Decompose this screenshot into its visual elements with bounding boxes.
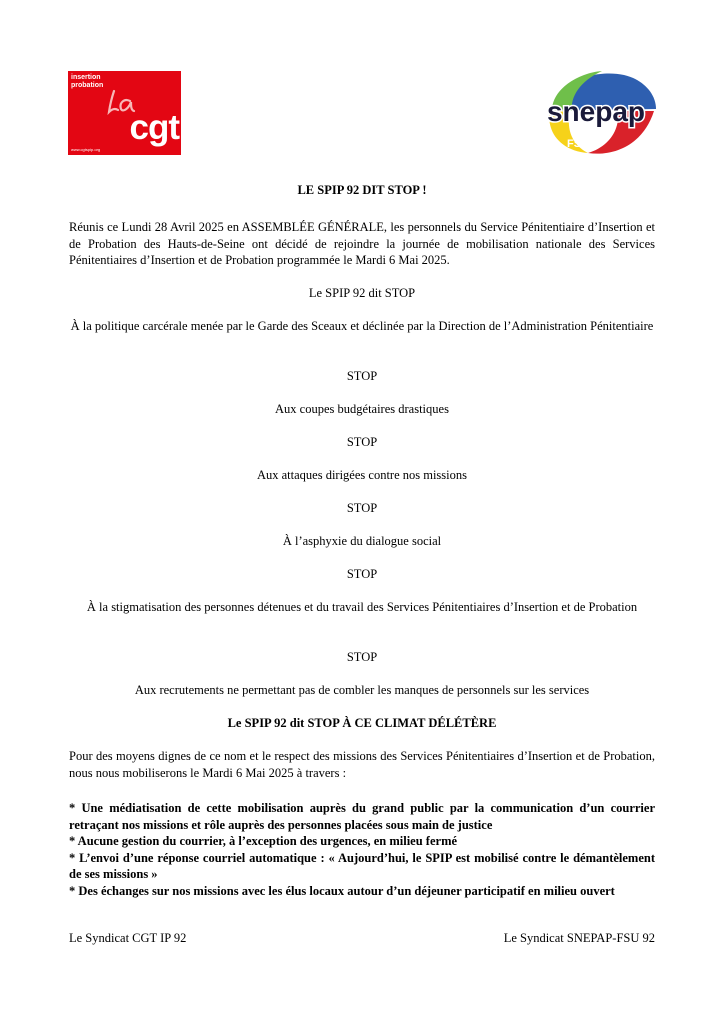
cgt-logo-url: www.cgtspip.org [71,147,101,152]
snepap-fsu-logo [532,67,660,155]
stop-item-4: À l’asphyxie du dialogue social [282,534,442,548]
cgt-logo-tagline-line2: probation [71,81,104,89]
stop-word-4: STOP [346,567,378,581]
signature-snepap: Le Syndicat SNEPAP-FSU 92 [503,931,655,945]
signature-cgt: Le Syndicat CGT IP 92 [69,931,187,945]
lead-line: Le SPIP 92 dit STOP [308,286,416,300]
means-intro-paragraph: Pour des moyens dignes de ce nom et le respect des missions des Services Pénitentiaires d’Insertion et de Probation, nous nous mobiliserons le Mardi 6 Mai 2025 à travers : [69,749,655,780]
stop-item-6: Aux recrutements ne permettant pas de combler les manques de personnels sur les services [134,683,590,697]
stop-word-3: STOP [346,501,378,515]
stop-item-2: Aux coupes budgétaires drastiques [275,402,449,416]
snepap-logo-wordmark: snepap [546,96,646,127]
action-item: * Des échanges sur nos missions avec les élus locaux autour d’un déjeuner participatif en milieu ouvert [69,883,615,898]
section-heading: Le SPIP 92 dit STOP À CE CLIMAT DÉLÉTÈRE [227,716,497,730]
intro-paragraph: Réunis ce Lundi 28 Avril 2025 en ASSEMBLÉE GÉNÉRALE, les personnels du Service Pénitentiaire d’Insertion et de Probation des Hauts-de-Seine ont décidé de rejoindre la journée de mobilisation nationale des Services Pénitentiaires d’Insertion et de Probation programmée le Mardi 6 Mai 2025. [69,220,655,267]
stop-item-1: À la politique carcérale menée par le Garde des Sceaux et déclinée par la Direction de l’Administration Pénitentiaire [70,319,654,333]
stop-item-3: Aux attaques dirigées contre nos missions [256,468,468,482]
cgt-logo-wordmark: cgt [129,108,179,147]
action-item: * Une médiatisation de cette mobilisation auprès du grand public par la communication d’un courrier retraçant nos missions et rôle auprès des personnes placées sous main de justice [69,801,655,832]
cgt-logo-tagline-line1: insertion [71,74,101,81]
cgt-logo-tagline [71,74,103,89]
stop-word-5: STOP [346,650,378,664]
action-item: * L’envoi d’une réponse courriel automatique : « Aujourd’hui, le SPIP est mobilisé contre le démantèlement de ses missions » [69,850,655,881]
stop-word-1: STOP [346,369,378,383]
stop-item-5: À la stigmatisation des personnes détenues et du travail des Services Pénitentiaires d’Insertion et de Probation [86,600,638,614]
stop-word-2: STOP [346,435,378,449]
action-item: * Aucune gestion du courrier, à l’exception des urgences, en milieu fermé [69,834,458,848]
document-title: LE SPIP 92 DIT STOP ! [297,183,427,197]
cgt-logo [68,71,181,155]
snepap-logo-fsu: FSU [567,138,589,150]
action-list [69,800,655,899]
